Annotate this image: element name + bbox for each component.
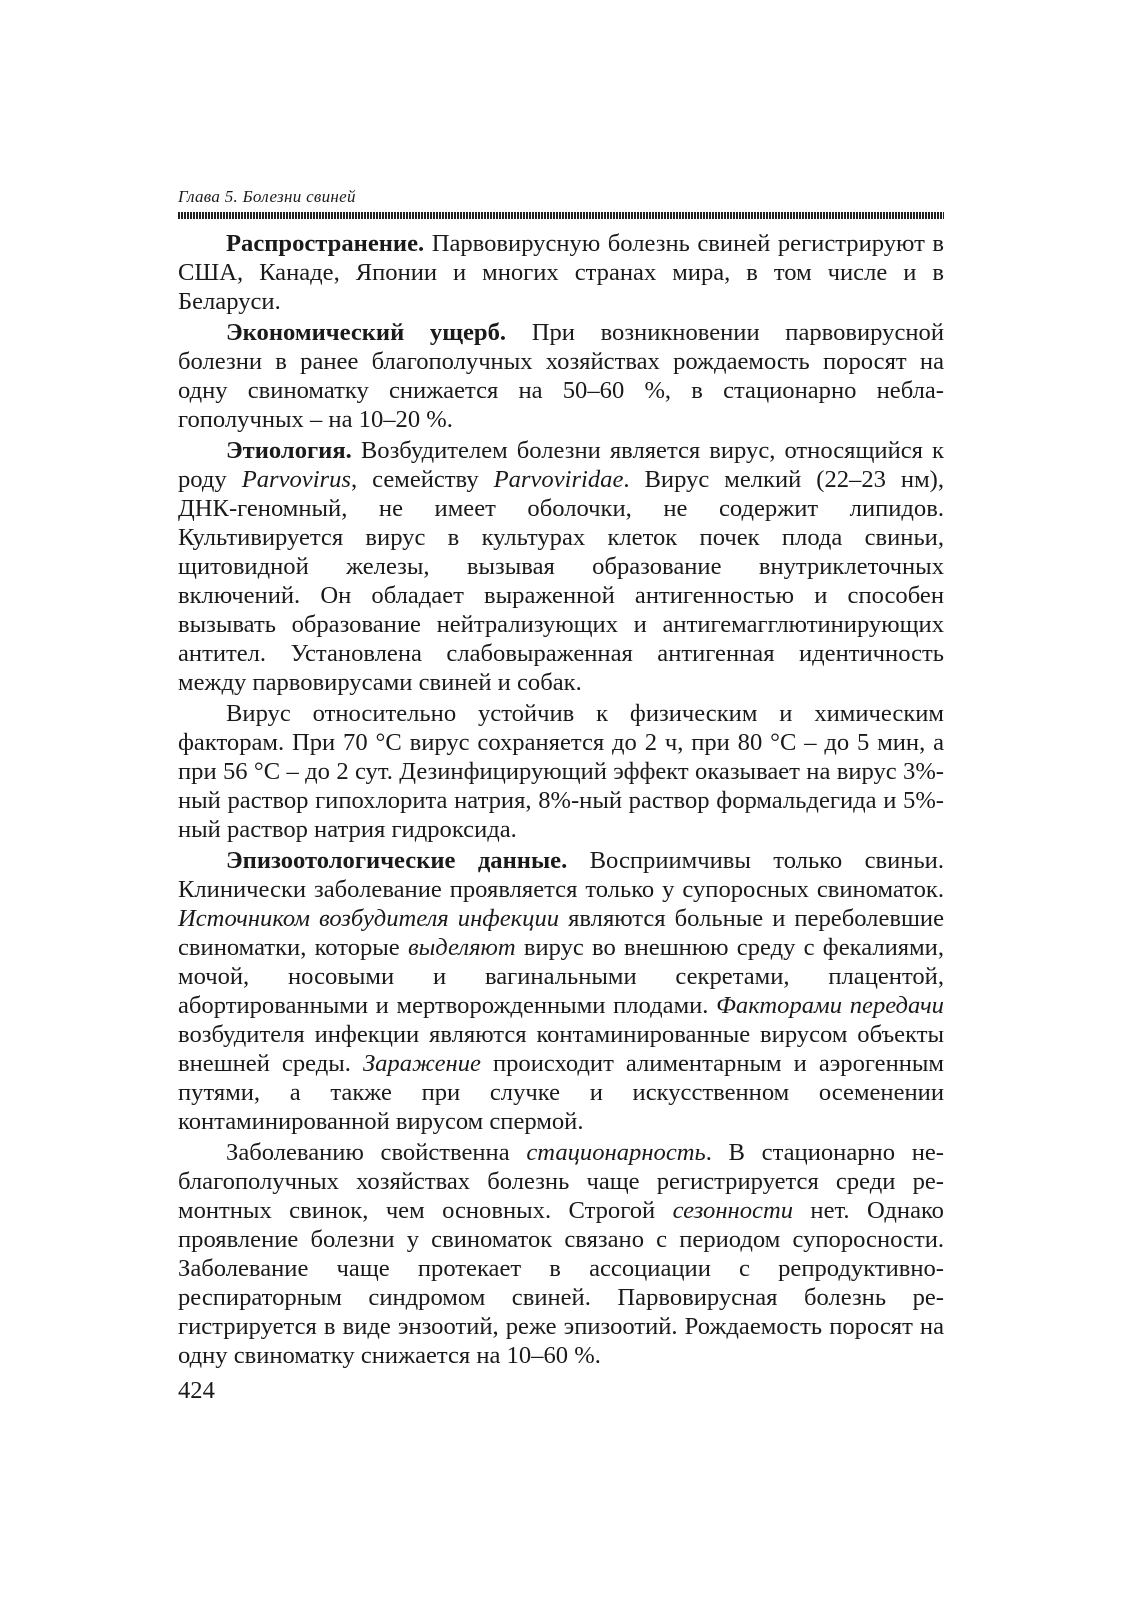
- paragraph-resistance: [178, 699, 944, 844]
- paragraph-economic: [178, 318, 944, 434]
- paragraph-spread: [178, 229, 944, 316]
- header-rule: [178, 212, 944, 219]
- text-run: возбудителя инфекции являются контаминированные вирусом объекты внешней среды.: [178, 1021, 944, 1077]
- body-text: [178, 229, 944, 1370]
- bold-run: Этиология.: [226, 437, 352, 464]
- italic-run: выделяют: [407, 934, 516, 961]
- text-run: происходит алиментарным и аэрогенным путями, а также при случке и искусственном осеменении контаминированной вирусом спермой.: [178, 1050, 944, 1135]
- text-run: При возникновении парвовирусной болезни в ранее благополучных хозяйствах рождаемость поросят на одну свиноматку снижается на 50–60 %, в стационарно неблагополучных – на 10–20 %.: [178, 319, 944, 433]
- paragraph-stationary: [178, 1138, 944, 1370]
- text-run: нет. Однако проявление болезни у свиноматок связано с периодом супоросности. Заболевание чаще протекает в ассоциации с репродуктивно-респираторным синдромом свиней. Парвовирусная болезнь регистрируется в виде энзоотий, реже эпизоотий. Рождаемость поросят на одну свиноматку снижается на 10–60 %.: [178, 1197, 944, 1369]
- text-run: Возбудителем болезни является вирус, относящийся к роду: [178, 437, 944, 493]
- italic-run: Источником возбудителя инфекции: [178, 905, 560, 932]
- italic-run: Заражение: [362, 1050, 481, 1077]
- running-head: Глава 5. Болезни свиней: [178, 187, 356, 206]
- text-run: Вирус относительно устойчив к физическим и химическим факторам. При 70 °С вирус сохраняется до 2 ч, при 80 °С – до 5 мин, а при 56 °С – до 2 сут. Дезинфицирующий эффект оказывает на вирус 3%-ный раствор гипохлорита натрия, 8%-ный раствор формальдегида и 5%-ный раствор натрия гидроксида.: [178, 700, 944, 843]
- text-run: являются больные и переболевшие свиноматки, которые: [178, 905, 944, 961]
- text-run: Парвовирусную болезнь свиней регистрируют в США, Канаде, Японии и многих странах мира, в том числе и в Беларуси.: [178, 230, 944, 315]
- italic-run: сезонности: [672, 1197, 794, 1224]
- paragraph-etiology: [178, 436, 944, 697]
- italic-run: Parvoviridae: [493, 466, 624, 493]
- text-run: Восприимчивы только свиньи. Клинически заболевание проявляется только у супоросных свиноматок.: [178, 847, 944, 903]
- bold-run: Распространение.: [226, 230, 425, 257]
- text-run: . Вирус мелкий (22–23 нм), ДНК-геномный, не имеет оболочки, не содержит липидов. Культивируется вирус в культурах клеток почек плода свиньи, щитовидной железы, вызывая образование внутриклеточных включений. Он обладает выраженной антигенностью и способен вызывать образование нейтрализующих и антигемагглютинирующих антител. Установлена слабовыраженная антигенная идентичность между парвовирусами свиней и собак.: [178, 466, 944, 696]
- text-run: вирус во внешнюю среду с фекалиями, мочой, носовыми и вагинальными секретами, плацентой, абортированными и мертворожденными плодами.: [178, 934, 944, 1019]
- page-number: 424: [178, 1377, 215, 1404]
- book-page: [178, 186, 944, 1405]
- italic-run: Parvovirus: [241, 466, 351, 493]
- bold-run: Экономический ущерб.: [226, 319, 507, 346]
- text-run: . В стационарно неблагополучных хозяйствах болезнь чаще регистрируется среди ремонтных свинок, чем основных. Строгой: [178, 1139, 944, 1224]
- bold-run: Эпизоотологические данные.: [226, 847, 568, 874]
- italic-run: стационарность: [526, 1139, 706, 1166]
- text-run: , семейству: [350, 466, 494, 493]
- paragraph-epizootology: [178, 846, 944, 1136]
- text-run: Заболеванию свойственна: [226, 1139, 527, 1166]
- italic-run: Факторами передачи: [716, 992, 944, 1019]
